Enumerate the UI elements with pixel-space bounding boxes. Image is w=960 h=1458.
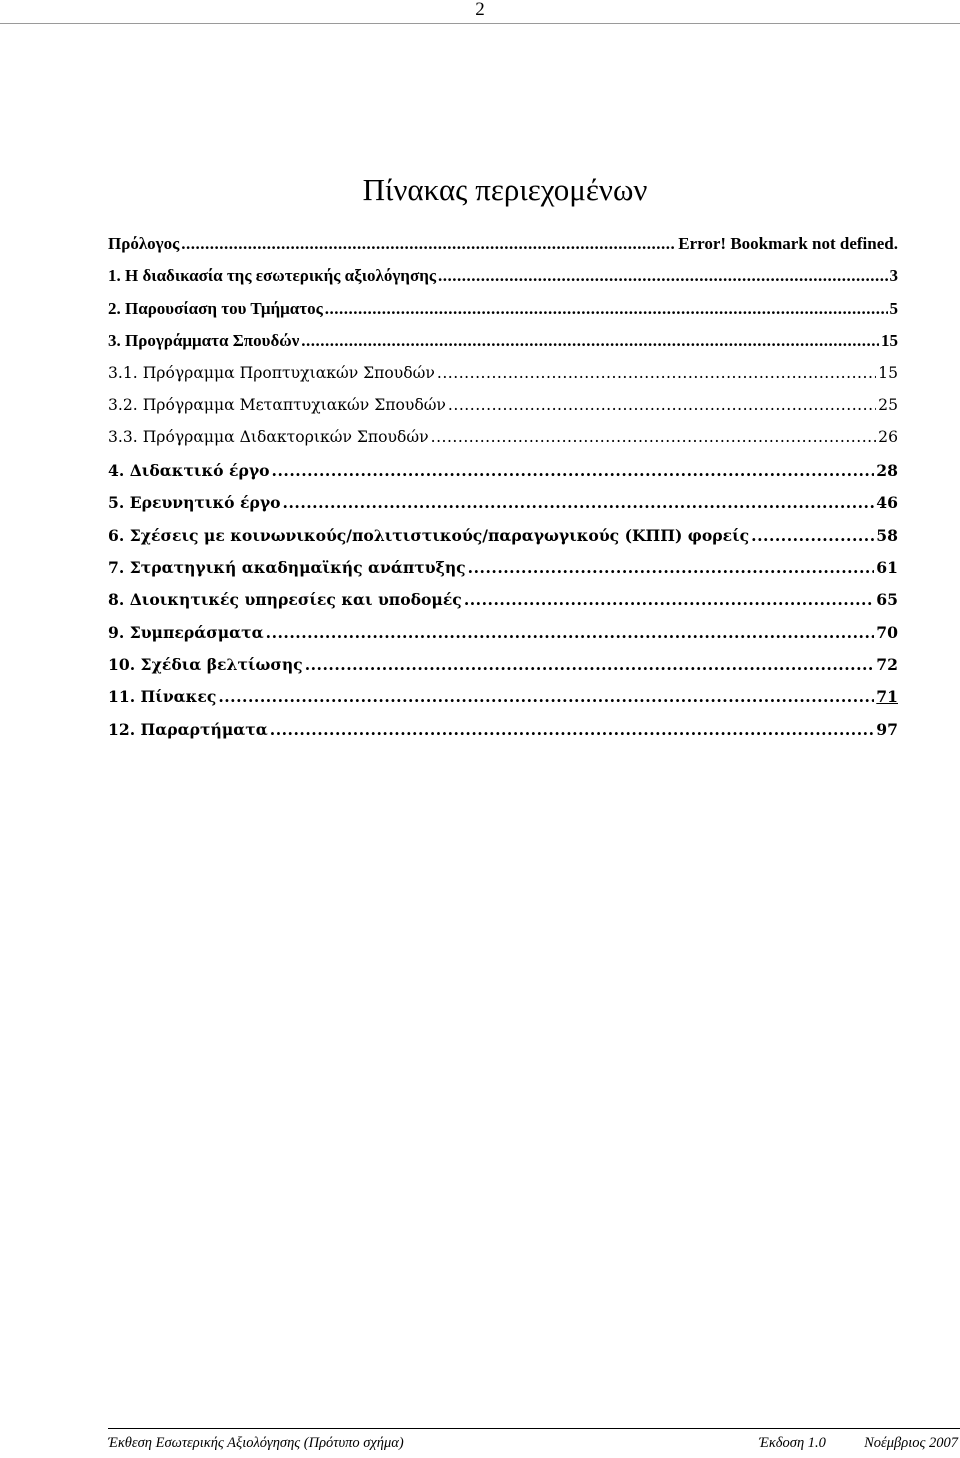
toc-dot-leader	[283, 493, 875, 512]
toc-entry-page: 70	[876, 622, 898, 642]
toc-entry-label: 11. Πίνακες	[108, 687, 217, 707]
toc-entry-page: 5	[889, 298, 898, 318]
toc-entry-page: 25	[878, 395, 898, 414]
toc-entry[interactable]	[108, 428, 898, 460]
toc-dot-leader	[301, 331, 879, 351]
toc-entry-page: 28	[876, 460, 898, 480]
toc-entry-label: 1. Η διαδικασία της εσωτερικής αξιολόγησης	[108, 266, 437, 286]
toc-entry[interactable]	[108, 234, 898, 266]
toc-entry[interactable]	[108, 655, 898, 687]
toc-entry-label: Πρόλογος	[108, 234, 180, 253]
toc-entry[interactable]	[108, 331, 898, 363]
toc-entry[interactable]	[108, 720, 898, 752]
toc-entry[interactable]	[108, 623, 898, 655]
toc-dot-leader	[751, 526, 874, 545]
toc-entry[interactable]	[108, 526, 898, 558]
toc-entry-page: 46	[876, 493, 898, 513]
toc-entry-label: 3.3. Πρόγραμμα Διδακτορικών Σπουδών	[108, 428, 429, 447]
toc-dot-leader	[270, 720, 875, 739]
toc-entry-page: 61	[876, 557, 898, 577]
footer-document-title: Έκθεση Εσωτερικής Αξιολόγησης (Πρότυπο σχήμα)	[108, 1435, 404, 1451]
toc-dot-leader	[305, 655, 875, 674]
toc-dot-leader	[438, 266, 887, 286]
toc-dot-leader	[468, 558, 875, 577]
toc-entry-page: Error! Bookmark not defined.	[678, 234, 898, 253]
footer-date: Νοέμβριος 2007	[864, 1435, 958, 1451]
toc-entry-page: 15	[881, 331, 898, 351]
toc-entry[interactable]	[108, 493, 898, 525]
toc-entry-page: 65	[876, 590, 898, 610]
table-of-contents	[108, 234, 898, 752]
toc-entry-page: 97	[876, 719, 898, 739]
toc-dot-leader	[325, 299, 888, 319]
toc-entry-page: 15	[878, 363, 898, 382]
toc-entry[interactable]	[108, 687, 898, 719]
toc-entry-label: 3. Προγράμματα Σπουδών	[108, 331, 300, 351]
toc-entry[interactable]	[108, 461, 898, 493]
toc-entry-page: 72	[876, 655, 898, 675]
toc-dot-leader	[431, 428, 877, 446]
toc-entry[interactable]	[108, 299, 898, 331]
toc-entry-label: 2. Παρουσίαση του Τμήματος	[108, 298, 323, 318]
toc-entry-label: 3.1. Πρόγραμμα Προπτυχιακών Σπουδών	[108, 363, 435, 382]
toc-dot-leader	[448, 396, 876, 414]
toc-entry-label: 3.2. Πρόγραμμα Μεταπτυχιακών Σπουδών	[108, 395, 446, 414]
toc-entry-label: 12. Παραρτήματα	[108, 719, 268, 739]
toc-dot-leader	[272, 461, 875, 480]
toc-entry[interactable]	[108, 558, 898, 590]
toc-dot-leader	[181, 234, 676, 254]
toc-entry-page: 58	[876, 525, 898, 545]
toc-entry-label: 9. Συμπεράσματα	[108, 622, 264, 642]
toc-dot-leader	[464, 590, 874, 609]
toc-dot-leader	[218, 687, 874, 706]
toc-dot-leader	[437, 364, 876, 382]
page-title: Πίνακας περιεχομένων	[362, 172, 648, 207]
toc-entry-page: 71	[876, 687, 898, 707]
toc-entry-label: 7. Στρατηγική ακαδημαϊκής ανάπτυξης	[108, 557, 466, 577]
toc-entry[interactable]	[108, 266, 898, 298]
toc-entry-label: 10. Σχέδια βελτίωσης	[108, 655, 303, 675]
toc-entry[interactable]	[108, 364, 898, 396]
toc-entry-page: 26	[878, 428, 898, 447]
toc-entry-label: 5. Ερευνητικό έργο	[108, 493, 281, 513]
toc-dot-leader	[266, 623, 875, 642]
toc-entry-label: 8. Διοικητικές υπηρεσίες και υποδομές	[108, 590, 462, 610]
toc-entry-label: 4. Διδακτικό έργο	[108, 460, 270, 480]
toc-entry-label: 6. Σχέσεις με κοινωνικούς/πολιτιστικούς/παραγωγικούς (ΚΠΠ) φορείς	[108, 525, 750, 545]
footer-version: Έκδοση 1.0	[759, 1435, 826, 1451]
header-rule	[0, 23, 960, 24]
toc-entry[interactable]	[108, 396, 898, 428]
toc-entry[interactable]	[108, 590, 898, 622]
toc-entry-page: 3	[889, 266, 898, 286]
page-number: 2	[475, 0, 485, 20]
footer-rule	[108, 1428, 960, 1429]
